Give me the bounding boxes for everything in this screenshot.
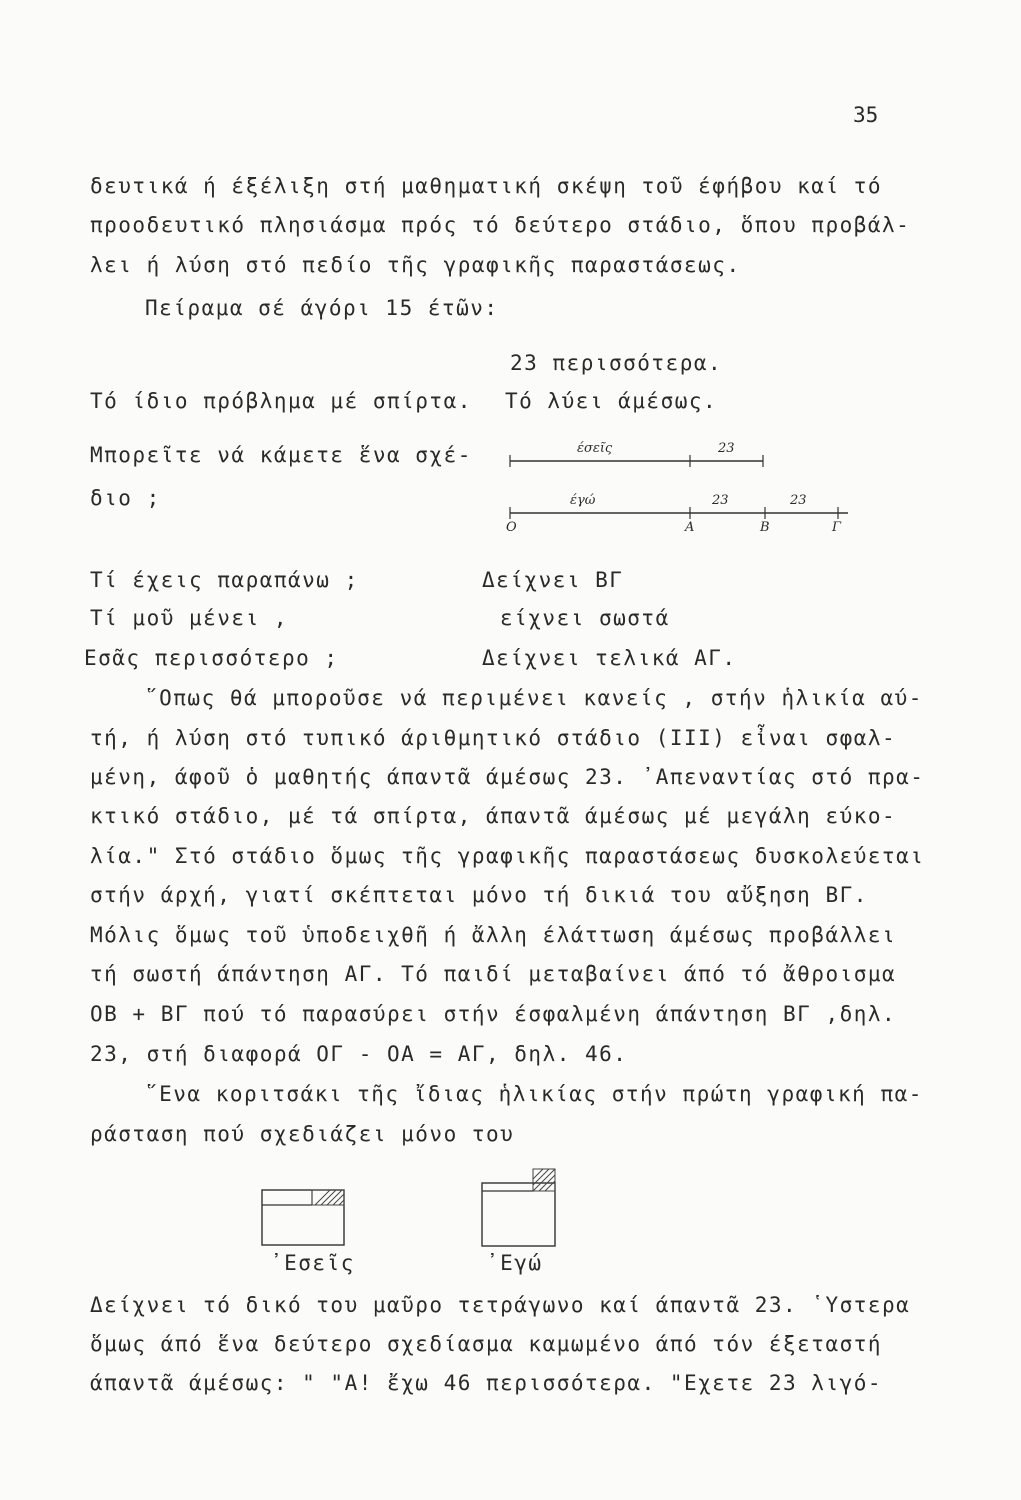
dialogue-answer: είχνει σωστά	[500, 606, 670, 630]
dialogue-answer: Τό λύει άμέσως.	[505, 389, 718, 413]
dialogue-question: διο ;	[90, 486, 161, 510]
page-number: 35	[853, 103, 879, 127]
diagram-label-bottom: έγώ	[570, 493, 596, 508]
dialogue-answer: Δείχνει τελικά ΑΓ.	[482, 646, 737, 670]
body-line: τή σωστή άπάντηση ΑΓ. Τό παιδί μεταβαίνει άπό τό ἄθροισμα	[90, 962, 897, 986]
body-line: ῞Οπως θά μποροῦσε νά περιμένει κανείς , στήν ἡλικία αύ-	[145, 686, 923, 710]
right-hatched-square	[533, 1169, 555, 1191]
left-hatched-square	[312, 1190, 344, 1205]
closing-line: Δείχνει τό δικό του μαῦρο τετράγωνο καί άπαντᾶ 23. ῾Υστερα	[90, 1293, 911, 1317]
body-line: ΟΒ + ΒΓ πού τό παρασύρει στήν έσφαλμένη άπάντηση ΒΓ ,δηλ.	[90, 1002, 897, 1026]
dialogue-question: Τί μοῦ μένει ,	[90, 606, 289, 630]
diagram-label-top: έσεῖς	[577, 441, 613, 456]
body-line: ῞Ενα κοριτσάκι τῆς ἴδιας ἡλικίας στήν πρώτη γραφική πα-	[145, 1082, 923, 1106]
body-line: μένη, άφοῦ ὁ μαθητής άπαντᾶ άμέσως 23. ᾿Απεναντίας στό πρα-	[90, 765, 925, 789]
body-line: 23, στή διαφορά ΟΓ - ΟΑ = ΑΓ, δηλ. 46.	[90, 1042, 628, 1066]
closing-line: άπαντᾶ άμέσως: " "Α! ἔχω 46 περισσότερα. "Εχετε 23 λιγό-	[90, 1371, 883, 1395]
dialogue-answer: Δείχνει ΒΓ	[482, 568, 624, 592]
body-line: κτικό στάδιο, μέ τά σπίρτα, άπαντᾶ άμέσως μέ μεγάλη εύκο-	[90, 804, 897, 828]
point-label-b: Β	[760, 520, 770, 535]
intro-line: λει ή λύση στό πεδίο τῆς γραφικῆς παραστάσεως.	[90, 253, 741, 277]
dialogue-answer: 23 περισσότερα.	[510, 351, 723, 375]
box-label-right: ᾿Εγώ	[486, 1251, 543, 1275]
body-line: στήν άρχή, γιατί σκέπτεται μόνο τή δικιά του αὔξηση ΒΓ.	[90, 883, 868, 907]
diagram-value-bottom-2: 23	[790, 493, 807, 508]
body-line: λία." Στό στάδιο ὅμως τῆς γραφικῆς παραστάσεως δυσκολεύεται	[90, 844, 925, 868]
intro-line: προοδευτικό πλησιάσμα πρός τό δεύτερο στάδιο, ὅπου προβάλ-	[90, 213, 911, 237]
intro-line: δευτικά ή έξέλιξη στή μαθηματική σκέψη τοῦ έφήβου καί τό	[90, 174, 883, 198]
body-line: Μόλις ὅμως τοῦ ὑποδειχθῆ ή ἄλλη έλάττωση άμέσως προβάλλει	[90, 923, 897, 947]
point-label-o: Ο	[506, 520, 517, 535]
left-box	[262, 1190, 344, 1245]
diagram-value-bottom-1: 23	[712, 493, 729, 508]
closing-line: ὅμως άπό ἕνα δεύτερο σχεδίασμα καμωμένο άπό τόν έξεταστή	[90, 1332, 883, 1356]
right-box	[482, 1183, 555, 1246]
dialogue-question: Τί έχεις παραπάνω ;	[90, 568, 359, 592]
body-line: ράσταση πού σχεδιάζει μόνο του	[90, 1122, 515, 1146]
diagram-value-top: 23	[718, 441, 735, 456]
body-line: τή, ή λύση στό τυπικό άριθμητικό στάδιο (III) εἶναι σφαλ-	[90, 726, 897, 750]
dialogue-question: Εσᾶς περισσότερο ;	[84, 646, 339, 670]
point-label-g: Γ	[832, 520, 842, 535]
box-label-left: ᾿Εσεῖς	[270, 1251, 355, 1275]
point-label-a: Α	[685, 520, 695, 535]
experiment-title: Πείραμα σέ άγόρι 15 έτῶν:	[145, 296, 499, 320]
dialogue-question: Τό ίδιο πρόβλημα μέ σπίρτα.	[90, 389, 472, 413]
dialogue-question: Μπορεῖτε νά κάμετε ἕνα σχέ-	[90, 443, 472, 467]
